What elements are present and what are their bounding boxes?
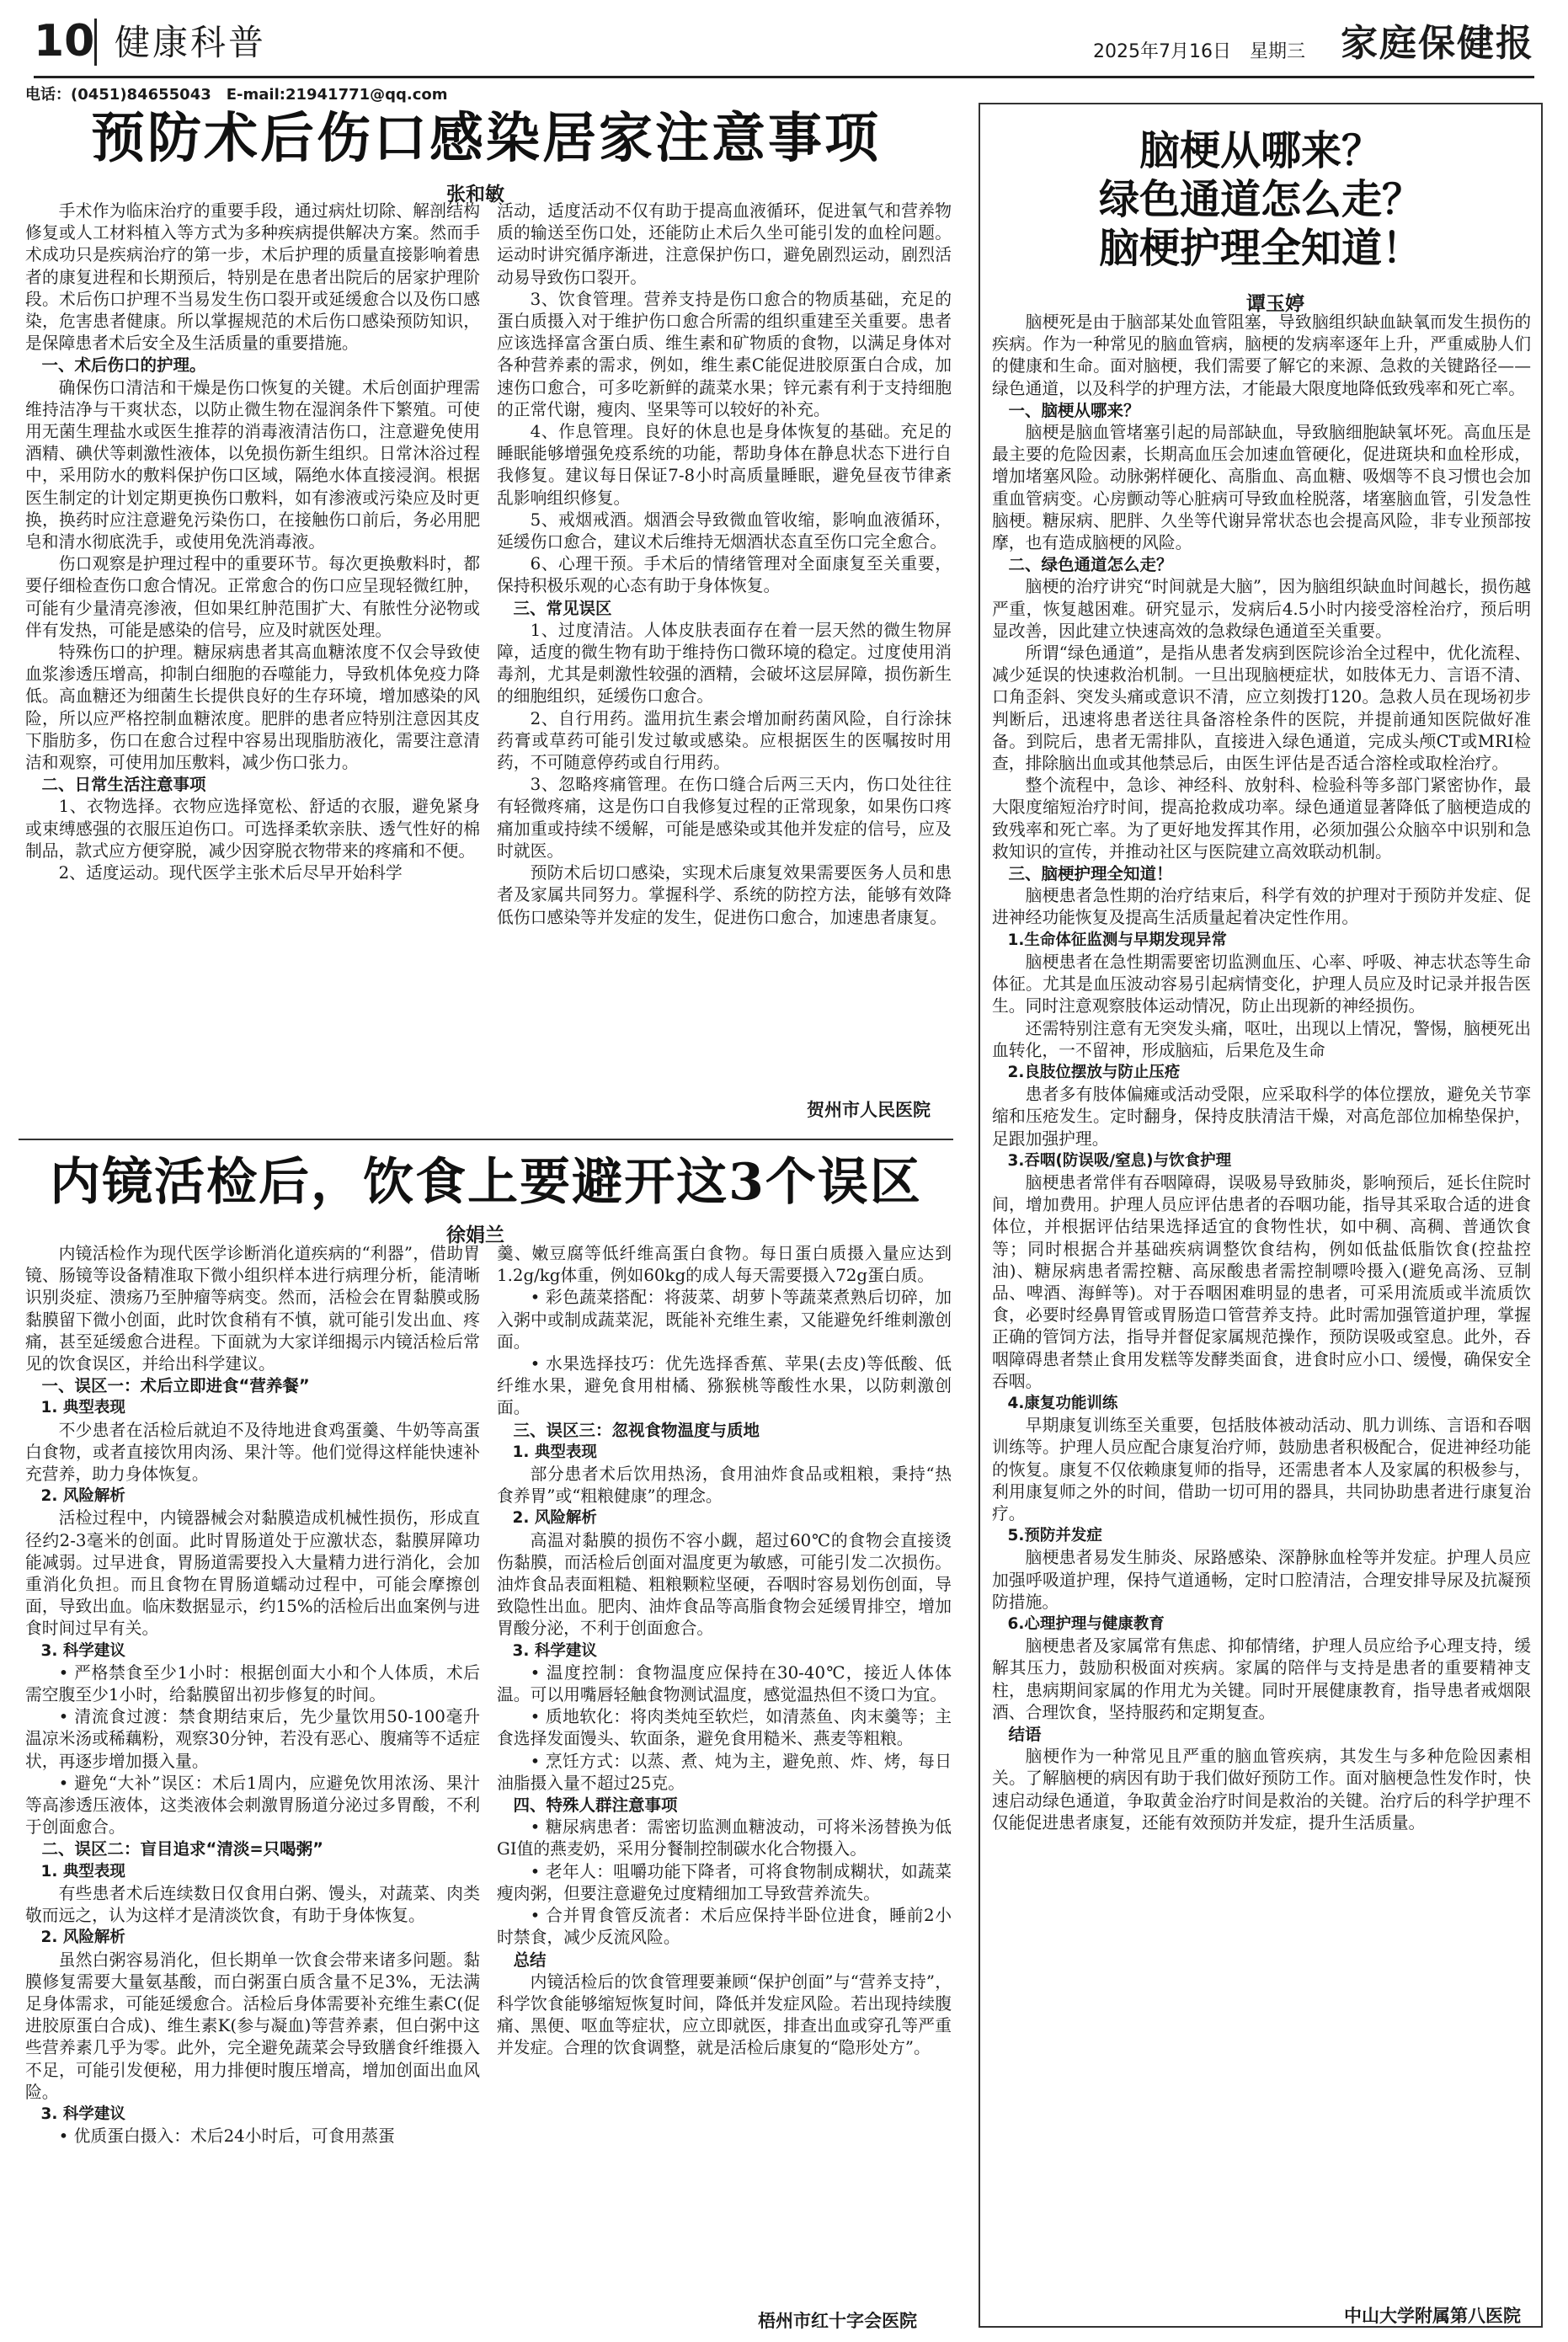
subheading: 1. 典型表现	[40, 1399, 125, 1417]
section-heading: 一、术后伤口的护理。	[41, 355, 206, 376]
paragraph: 脑梗患者急性期的治疗结束后，科学有效的护理对于预防并发症、促进神经功能恢复及提高生活质量起着决定性作用。	[992, 886, 1531, 928]
issue-date: 2025年7月16日 星期三	[1093, 41, 1305, 62]
paragraph: 早期康复训练至关重要，包括肢体被动活动、肌力训练、言语和吞咽训练等。护理人员应配合康复治疗师，鼓励患者积极配合，促进神经功能的恢复。康复不仅依赖康复师的指导，还需患者本人及家属的积极参与，利用康复师之外的时间，借助一切可用的器具，共同协助患者进行康复治疗。	[992, 1416, 1531, 1523]
subheading: 1. 典型表现	[512, 1443, 597, 1461]
paragraph: 内镜活检后的饮食管理要兼顾“保护创面”与“营养支持”，科学饮食能够缩短恢复时间，降低并发症风险。若出现持续腹痛、黑便、呕血等症状，应立即就医，排查出血或穿孔等严重并发症。合理的饮食调整，就是活检后康复的“隐形处方”。	[497, 1971, 952, 2058]
section-heading: 三、常见误区	[513, 598, 612, 618]
paragraph-continued: 活动，适度活动不仅有助于提高血液循环，促进氧气和营养物质的输送至伤口处，还能防止术后久坐可能引发的血栓问题。运动时讲究循序渐进，注意保护伤口，避免剧烈运动，剧烈活动易导致伤口裂开。	[497, 201, 952, 287]
article1-col2	[497, 200, 952, 1093]
paragraph: 手术作为临床治疗的重要手段，通过病灶切除、解剖结构修复或人工材料植入等方式为多种疾病提供解决方案。然而手术成功只是疾病治疗的第一步，术后护理的质量直接影响着患者的康复进程和长期预后，特别是在患者出院后的居家护理阶段。术后伤口护理不当易发生伤口裂开或延缓愈合以及伤口感染，危害患者健康。所以掌握规范的术后伤口感染预防知识，是保障患者术后安全及生活质量的重要措施。	[25, 201, 480, 354]
section-heading: 三、脑梗护理全知道！	[1008, 864, 1173, 884]
paragraph: 3、饮食管理。营养支持是伤口愈合的物质基础，充足的蛋白质摄入对于维护伤口愈合所需的组织重建至关重要。患者应该选择富含蛋白质、维生素和矿物质的食物，以满足身体对各种营养素的需求，例如，维生素C能促进胶原蛋白合成，加速伤口愈合，可多吃新鲜的蔬菜水果；锌元素有利于支持细胞的正常代谢，瘦肉、坚果等可以较好的补充。	[497, 289, 952, 419]
paragraph: 预防术后切口感染，实现术后康复效果需要医务人员和患者及家属共同努力。掌握科学、系统的防控方法，能够有效降低伤口感染等并发症的发生，促进伤口愈合，加速患者康复。	[497, 863, 952, 927]
section-heading: 二、误区二：盲目追求“清淡=只喝粥”	[41, 1839, 323, 1859]
subheading: 2. 风险解析	[40, 1487, 125, 1506]
article3-title-line3: 脑梗护理全知道！	[1098, 225, 1422, 272]
paper-name: 家庭保健报	[1341, 22, 1534, 65]
paragraph: • 合并胃食管反流者：术后应保持半卧位进食，睡前2小时禁食，减少反流风险。	[497, 1906, 952, 1948]
article2-col2	[497, 1243, 952, 2297]
masthead-rule	[34, 76, 1534, 78]
paragraph: 特殊伤口的护理。糖尿病患者其高血糖浓度不仅会导致使血浆渗透压增高，抑制白细胞的吞噬能力，导致机体免疫力降低。高血糖还为细菌生长提供良好的生存环境，增加感染的风险，所以应严格控制血糖浓度。肥胖的患者应特别注意因其皮下脂肪多，伤口在愈合过程中容易出现脂肪液化，需要注意清洁和观察，可使用加压敷料，减少伤口张力。	[25, 643, 480, 773]
section-title: 健康科普	[115, 22, 267, 63]
subheading: 4.康复功能训练	[1007, 1394, 1118, 1412]
paragraph: • 清流食过渡：禁食期结束后，先少量饮用50-100毫升温凉米汤或稀藕粉，观察30分钟，若没有恶心、腹痛等不适症状，再逐步增加摄入量。	[25, 1707, 480, 1771]
subheading: 6.心理护理与健康教育	[1007, 1614, 1165, 1633]
article1-col1	[25, 200, 480, 1135]
paragraph: 脑梗患者及家属常有焦虑、抑郁情绪，护理人员应给予心理支持，缓解其压力，鼓励积极面对疾病。家属的陪伴与支持是患者的重要精神支柱，患病期间家属的作用尤为关键。同时开展健康教育，指导患者戒烟限酒、合理饮食，坚持服药和定期复查。	[992, 1636, 1531, 1722]
paragraph: • 水果选择技巧：优先选择香蕉、苹果(去皮)等低酸、低纤维水果，避免食用柑橘、猕猴桃等酸性水果，以防刺激创面。	[497, 1354, 952, 1418]
paragraph: 2、适度运动。现代医学主张术后尽早开始科学	[58, 863, 403, 883]
section-heading: 二、绿色通道怎么走？	[1008, 555, 1173, 575]
paragraph: 高温对黏膜的损伤不容小觑，超过60℃的食物会直接烫伤黏膜，而活检后创面对温度更为敏感，可能引发二次损伤。油炸食品表面粗糙、粗粮颗粒坚硬，吞咽时容易划伤创面，导致隐性出血。肥肉、油炸食品等高脂食物会延缓胃排空，增加胃酸分泌，不利于创面愈合。	[497, 1530, 952, 1639]
subheading: 2. 风险解析	[40, 1929, 125, 1947]
paragraph: • 烹饪方式：以蒸、煮、炖为主，避免煎、炸、烤，每日油脂摄入量不超过25克。	[497, 1751, 952, 1793]
article3-body	[992, 312, 1531, 2299]
paragraph: 所谓“绿色通道”，是指从患者发病到医院诊治全过程中，优化流程、减少延误的快速救治机制。一旦出现脑梗症状，如肢体无力、言语不清、口角歪斜、突发头痛或意识不清，应立刻拨打120。急救人员在现场初步判断后，迅速将患者送往具备溶栓条件的医院，并提前通知医院做好准备。到院后，患者无需排队，直接进入绿色通道，完成头颅CT或MRI检查，排除脑出血或其他禁忌后，由医生评估是否适合溶栓或取栓治疗。	[992, 643, 1531, 774]
article-separator	[19, 1139, 953, 1140]
paragraph: 不少患者在活检后就迫不及待地进食鸡蛋羹、牛奶等高蛋白食物，或者直接饮用肉汤、果汁等。他们觉得这样能快速补充营养，助力身体恢复。	[25, 1420, 480, 1485]
paragraph: • 避免“大补”误区：术后1周内，应避免饮用浓汤、果汁等高渗透压液体，这类液体会刺激胃肠道分泌过多胃酸，不利于创面愈合。	[25, 1773, 480, 1838]
section-heading: 结语	[1008, 1725, 1042, 1744]
paragraph: 脑梗患者在急性期需要密切监测血压、心率、呼吸、神志状态等生命体征。尤其是血压波动容易引起病情变化，护理人员应及时记录并报告医生。同时注意观察肢体运动情况，防止出现新的神经损伤。	[992, 952, 1531, 1016]
masthead-divider	[94, 19, 97, 66]
contact-line: 电话：(0451)84655043 E-mail:21941771@qq.com	[25, 86, 448, 104]
paragraph: 脑梗患者易发生肺炎、尿路感染、深静脉血栓等并发症。护理人员应加强呼吸道护理，保持气道通畅，定时口腔清洁，合理安排导尿及抗凝预防措施。	[992, 1548, 1531, 1612]
paragraph: 3、忽略疼痛管理。在伤口缝合后两三天内，伤口处往往有轻微疼痛，这是伤口自我修复过程的正常现象，如果伤口疼痛加重或持续不缓解，可能是感染或其他并发症的信号，应及时就医。	[497, 775, 952, 861]
article1-title: 预防术后伤口感染居家注意事项	[91, 107, 881, 170]
page-number: 10	[34, 16, 95, 67]
paragraph: 虽然白粥容易消化，但长期单一饮食会带来诸多问题。黏膜修复需要大量氨基酸，而白粥蛋白质含量不足3%，无法满足身体需求，可能延缓愈合。活检后身体需要补充维生素C(促进胶原蛋白合成)、维生素K(参与凝血)等营养素，但白粥中这些营养素几乎为零。此外，完全避免蔬菜会导致膳食纤维摄入不足，可能引发便秘，用力排便时腹压增高，增加创面出血风险。	[25, 1950, 480, 2102]
article3-source: 中山大学附属第八医院	[1344, 2306, 1521, 2326]
paragraph: 4、作息管理。良好的休息也是身体恢复的基础。充足的睡眠能够增强免疫系统的功能，帮助身体在静息状态下进行自我修复。建议每日保证7-8小时高质量睡眠，避免昼夜节律紊乱影响组织修复。	[497, 422, 952, 508]
paragraph: • 彩色蔬菜搭配：将菠菜、胡萝卜等蔬菜煮熟后切碎，加入粥中或制成蔬菜泥，既能补充维生素，又能避免纤维刺激创面。	[497, 1288, 952, 1352]
subheading: 3. 科学建议	[40, 1641, 125, 1660]
article2-author: 徐娟兰	[446, 1224, 504, 1246]
subheading: 2.良肢位摆放与防止压疮	[1007, 1063, 1181, 1081]
paragraph: 确保伤口清洁和干燥是伤口恢复的关键。术后创面护理需维持洁净与干爽状态，以防止微生物在湿润条件下繁殖。可使用无菌生理盐水或医生推荐的消毒液清洁伤口，注意避免使用酒精、碘伏等刺激性液体，以免损伤新生组织。日常沐浴过程中，采用防水的敷料保护伤口区域，隔绝水体直接浸润。根据医生制定的计划定期更换伤口敷料，如有渗液或污染应及时更换，换药时应注意避免污染伤口，在接触伤口前后，务必用肥皂和清水彻底洗手，或使用免洗消毒液。	[25, 377, 480, 552]
section-heading: 二、日常生活注意事项	[41, 775, 206, 795]
paragraph: 2、自行用药。滥用抗生素会增加耐药菌风险，自行涂抹药膏或草药可能引发过敏或感染。应根据医生的医嘱按时用药，不可随意停药或自行用药。	[497, 708, 952, 773]
paragraph: 脑梗是脑血管堵塞引起的局部缺血，导致脑细胞缺氧坏死。高血压是最主要的危险因素，长期高血压会加速血管硬化，促进斑块和血栓形成，增加堵塞风险。动脉粥样硬化、高脂血、高血糖、吸烟等不良习惯也会加重血管病变。心房颤动等心脏病可导致血栓脱落，堵塞脑血管，引发急性脑梗。糖尿病、肥胖、久坐等代谢异常状态也会提高风险，非专业预部按摩，也有造成脑梗的风险。	[992, 423, 1531, 553]
article2-col1	[25, 1243, 480, 2333]
paragraph: • 糖尿病患者：需密切监测血糖波动，可将米汤替换为低GI值的燕麦奶，采用分餐制控制碳水化合物摄入。	[497, 1817, 952, 1859]
subheading: 3.吞咽(防误吸/窒息)与饮食护理	[1007, 1151, 1232, 1170]
article1-author: 张和敏	[446, 184, 504, 205]
paragraph: 整个流程中，急诊、神经科、放射科、检验科等多部门紧密协作，最大限度缩短治疗时间，提高抢救成功率。绿色通道显著降低了脑梗造成的致残率和死亡率。为了更好地发挥其作用，必须加强公众脑卒中识别和急救知识的宣传，并推动社区与医院建立高效联动机制。	[992, 776, 1531, 862]
paragraph: • 温度控制：食物温度应保持在30-40℃，接近人体体温。可以用嘴唇轻触食物测试温度，感觉温热但不烫口为宜。	[497, 1662, 952, 1705]
paragraph: 脑梗死是由于脑部某处血管阻塞，导致脑组织缺血缺氧而发生损伤的疾病。作为一种常见的脑血管病，脑梗的发病率逐年上升，严重威胁人们的健康和生命。面对脑梗，我们需要了解它的来源、急救的关键路径——绿色通道，以及科学的护理方法，才能最大限度地降低致残率和死亡率。	[992, 312, 1531, 398]
paragraph: 脑梗的治疗讲究“时间就是大脑”，因为脑组织缺血时间越长，损伤越严重，恢复越困难。研究显示，发病后4.5小时内接受溶栓治疗，预后明显改善，因此建立快速高效的急救绿色通道至关重要。	[992, 577, 1531, 641]
paragraph: 1、衣物选择。衣物应选择宽松、舒适的衣服，避免紧身或束缚感强的衣服压迫伤口。可选择柔软亲肤、透气性好的棉制品，款式应方便穿脱，减少因穿脱衣物带来的疼痛和不便。	[25, 797, 480, 861]
article2-source: 梧州市红十字会医院	[758, 2311, 917, 2331]
subheading: 1. 典型表现	[40, 1862, 125, 1881]
article3-title-line1: 脑梗从哪来？	[1139, 127, 1382, 174]
masthead	[34, 7, 1534, 81]
paragraph: 1、过度清洁。人体皮肤表面存在着一层天然的微生物屏障，适度的微生物有助于维持伤口微环境的稳定。过度使用消毒剂，尤其是刺激性较强的酒精，会破坏这层屏障，损伤新生的细胞组织，延缓伤口愈合。	[497, 620, 952, 707]
subheading: 2. 风险解析	[512, 1509, 597, 1528]
paragraph: 还需特别注意有无突发头痛，呕吐，出现以上情况，警惕，脑梗死出血转化，一不留神，形成脑疝，后果危及生命	[992, 1018, 1531, 1060]
paragraph: 活检过程中，内镜器械会对黏膜造成机械性损伤，形成直径约2-3毫米的创面。此时胃肠道处于应激状态，黏膜屏障功能减弱。过早进食，胃肠道需要投入大量精力进行消化，会加重消化负担。而且食物在胃肠道蠕动过程中，可能会摩擦创面，导致出血。临床数据显示，约15%的活检后出血案例与进食时间过早有关。	[25, 1508, 480, 1639]
section-heading: 四、特殊人群注意事项	[513, 1795, 678, 1816]
paragraph: 有些患者术后连续数日仅食用白粥、馒头，对蔬菜、肉类敬而远之，认为这样才是清淡饮食，有助于身体恢复。	[25, 1883, 480, 1926]
paragraph: • 质地软化：将肉类炖至软烂，如清蒸鱼、肉末羹等；主食选择发面馒头、软面条，避免食用糙米、燕麦等粗粮。	[497, 1707, 952, 1749]
paragraph: 脑梗患者常伴有吞咽障碍，误吸易导致肺炎，影响预后，延长住院时间，增加费用。护理人员应评估患者的吞咽功能，指导其采取合适的进食体位，并根据评估结果选择适宜的食物性状，如中稠、高稠、普通饮食等；同时根据合并基础疾病调整饮食结构，例如低盐低脂饮食(控盐控油)、糖尿病患者需控糖、高尿酸患者需控制嘌呤摄入(避免高汤、豆制品、啤酒、海鲜等)。对于吞咽困难明显的患者，可采用流质或半流质饮食，必要时经鼻胃管或胃肠造口管营养支持。此时需加强管道护理，掌握正确的管饲方法，指导并督促家属规范操作，预防误吸或窒息。此外，吞咽障碍患者禁止食用发糕等发酵类面食，进食时应小口、缓慢，确保安全吞咽。	[992, 1172, 1531, 1391]
subheading: 1.生命体征监测与早期发现异常	[1007, 931, 1227, 949]
subheading: 5.预防并发症	[1007, 1527, 1102, 1545]
article3-title-line2: 绿色通道怎么走？	[1098, 176, 1422, 223]
paragraph-continued: 羹、嫩豆腐等低纤维高蛋白食物。每日蛋白质摄入量应达到1.2g/kg体重，例如60kg的成人每天需要摄入72g蛋白质。	[497, 1244, 952, 1286]
paragraph: • 老年人：咀嚼功能下降者，可将食物制成糊状，如蔬菜瘦肉粥，但要注意避免过度精细加工导致营养流失。	[497, 1861, 952, 1903]
article2-title: 内镜活检后，饮食上要避开这3个误区	[50, 1153, 922, 1212]
article1-source: 贺州市人民医院	[807, 1100, 931, 1120]
paragraph: 6、心理干预。手术后的情绪管理对全面康复至关重要，保持积极乐观的心态有助于身体恢复。	[497, 554, 952, 596]
paragraph: 部分患者术后饮用热汤，食用油炸食品或粗粮，秉持“热食养胃”或“粗粮健康”的理念。	[497, 1464, 952, 1507]
article3-author: 谭玉婷	[1246, 293, 1304, 315]
paragraph: • 优质蛋白摄入：术后24小时后，可食用蒸蛋	[58, 2126, 395, 2147]
section-heading: 三、误区三：忽视食物温度与质地	[513, 1420, 760, 1440]
paragraph: 5、戒烟戒酒。烟酒会导致微血管收缩，影响血液循环，延缓伤口愈合，建议术后维持无烟酒状态直至伤口完全愈合。	[497, 509, 952, 552]
paragraph: • 严格禁食至少1小时：根据创面大小和个人体质，术后需空腹至少1小时，给黏膜留出初步修复的时间。	[25, 1662, 480, 1705]
section-heading: 总结	[513, 1950, 547, 1970]
paragraph: 脑梗作为一种常见且严重的脑血管疾病，其发生与多种危险因素相关。了解脑梗的病因有助于我们做好预防工作。面对脑梗急性发作时，快速启动绿色通道，争取黄金治疗时间是救治的关键。治疗后的科学护理不仅能促进患者康复，还能有效预防并发症，提升生活质量。	[992, 1747, 1531, 1833]
paragraph: 伤口观察是护理过程中的重要环节。每次更换敷料时，都要仔细检查伤口愈合情况。正常愈合的伤口应呈现轻微红肿，可能有少量清亮渗液，但如果红肿范围扩大、有脓性分泌物或伴有发热，可能是感染的信号，应及时就医处理。	[25, 554, 480, 640]
subheading: 3. 科学建议	[512, 1641, 597, 1660]
subheading: 3. 科学建议	[40, 2105, 125, 2123]
paragraph: 内镜活检作为现代医学诊断消化道疾病的“利器”，借助胃镜、肠镜等设备精准取下微小组织样本进行病理分析，能清晰识别炎症、溃疡乃至肿瘤等病变。然而，活检会在胃黏膜或肠黏膜留下微小创面，此时饮食稍有不慎，就可能引发出血、疼痛，甚至延缓愈合进程。下面就为大家详细揭示内镜活检后常见的饮食误区，并给出科学建议。	[25, 1244, 480, 1374]
paragraph: 患者多有肢体偏瘫或活动受限，应采取科学的体位摆放，避免关节挛缩和压疮发生。定时翻身，保持皮肤清洁干燥，对高危部位加棉垫保护，足跟加强护理。	[992, 1085, 1531, 1149]
section-heading: 一、误区一：术后立即进食“营养餐”	[41, 1376, 310, 1396]
section-heading: 一、脑梗从哪来？	[1008, 400, 1140, 420]
